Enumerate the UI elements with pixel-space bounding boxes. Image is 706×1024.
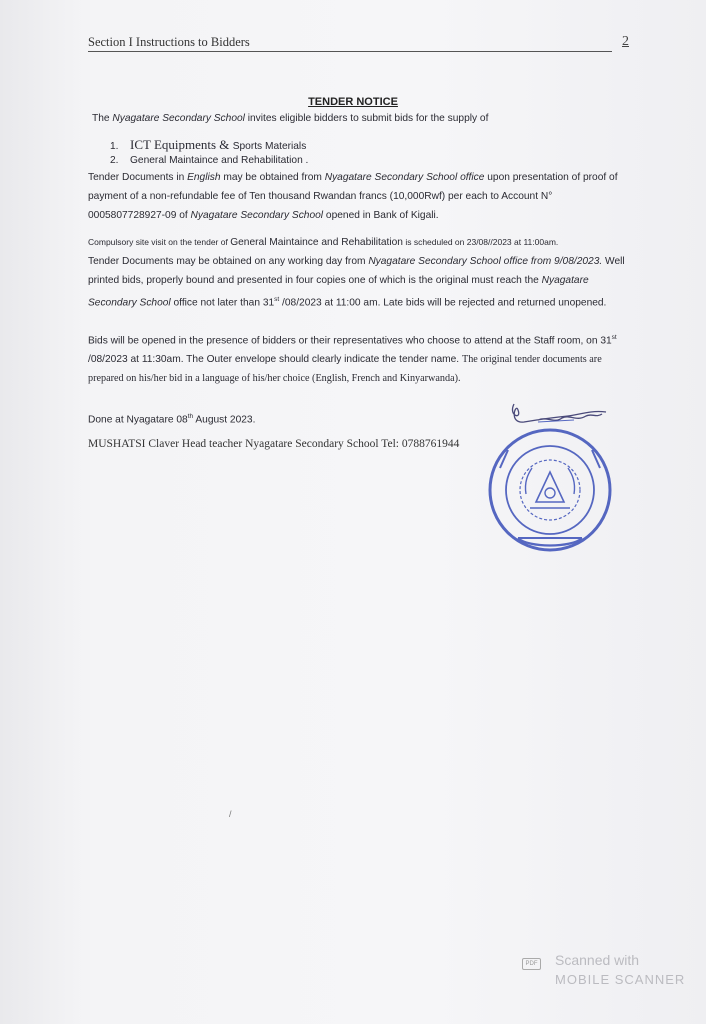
p3-text: /08/2023 at 11:30am. The Outer envelope should clearly indicate the tender name. — [88, 354, 462, 366]
p2-sup: st — [274, 296, 280, 303]
done-line — [88, 407, 388, 429]
list-item-main: ICT Equipments & — [130, 137, 233, 152]
p2-text: Tender Documents may be obtained on any working day from — [88, 256, 369, 267]
p1-text: opened in Bank of Kigali. — [323, 210, 439, 221]
paragraph-site-visit — [88, 233, 633, 312]
official-stamp — [478, 398, 628, 558]
list-item — [110, 137, 308, 153]
list-number: 2. — [110, 155, 119, 166]
p3-serif-text: The original tender documents are prepared on his/her bid in a language of his/her choice (English, French and Kinyarwanda). — [88, 354, 602, 385]
p2-italic: Nyagatare Secondary School office from 9/08/2023. — [368, 256, 603, 267]
list-item-text: Sports Materials — [232, 141, 307, 152]
signature-scribble — [512, 404, 606, 422]
list-number: 1. — [110, 141, 119, 152]
p2-text: Well printed bids, properly bound and presented in four copies one of which is the original must reach the — [88, 256, 625, 286]
stray-mark: / — [229, 809, 232, 819]
p2-small-text: Compulsory site visit on the tender of — [88, 237, 231, 247]
section-header: Section I Instructions to Bidders — [88, 35, 612, 52]
p2-text: office not later than 31 — [170, 297, 275, 309]
p3-text: Bids will be opened in the presence of bidders or their representatives who choose to attend at the Staff room, on 31 — [88, 335, 612, 347]
p1-italic: English — [187, 172, 221, 183]
p1-text: Tender Documents in — [88, 172, 188, 183]
pdf-icon: PDF — [522, 958, 541, 970]
p1-italic: Nyagatare Secondary School office — [324, 172, 485, 183]
p1-text: may be obtained from — [220, 172, 325, 183]
tender-title: TENDER NOTICE — [308, 96, 398, 108]
p3-sup: st — [611, 334, 617, 341]
signatory-line: MUSHATSI Claver Head teacher Nyagatare Secondary School Tel: 0788761944 — [88, 438, 460, 450]
list-item — [110, 153, 308, 169]
paragraph-documents — [88, 168, 628, 225]
p2-text: General Maintaince and Rehabilitation — [230, 237, 403, 248]
done-text: Done at Nyagatare 08 — [88, 414, 188, 426]
paragraph-bid-opening — [88, 328, 633, 388]
intro-text-2: invites eligible bidders to submit bids for the supply of — [244, 113, 489, 124]
p2-italic: Nyagatare Secondary School — [88, 275, 589, 309]
scanner-line-2: MOBILE SCANNER — [555, 972, 686, 987]
intro-school: Nyagatare Secondary School — [112, 113, 245, 124]
intro-paragraph — [92, 109, 652, 128]
list-item-text: General Maintaince and Rehabilitation . — [130, 155, 309, 166]
done-text: August 2023. — [193, 414, 256, 426]
done-sup: th — [187, 413, 194, 420]
scanner-line-1: Scanned with — [555, 952, 640, 968]
intro-text-1: The — [92, 113, 113, 124]
supply-list — [110, 137, 308, 169]
p1-italic: Nyagatare Secondary School — [190, 210, 324, 221]
page-number: 2 — [622, 34, 629, 49]
p2-text: /08/2023 at 11:00 am. Late bids will be rejected and returned unopened. — [279, 297, 607, 309]
p1-text: upon presentation of proof of payment of a non-refundable fee of Ten thousand Rwandan francs (10,000Rwf) per each to Account N° 0005807728927-09 of — [88, 172, 618, 221]
scanner-watermark — [522, 952, 692, 992]
p2-small-text: is scheduled on 23/08//2023 at 11:00am. — [402, 237, 559, 247]
